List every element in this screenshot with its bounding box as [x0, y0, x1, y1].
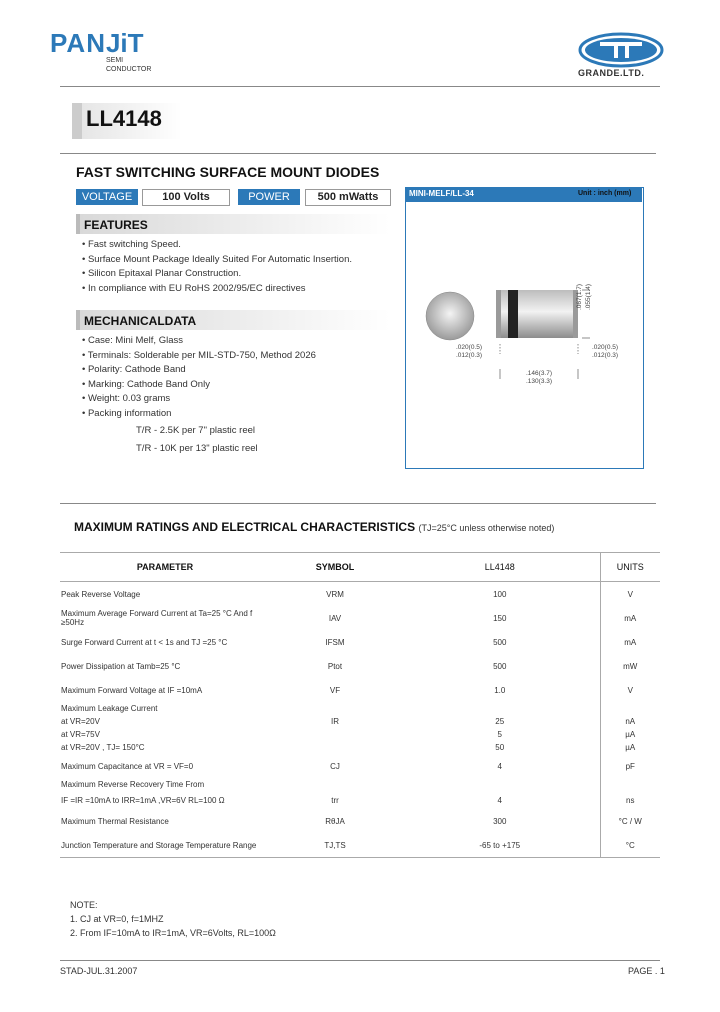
param: Maximum Average Forward Current at Ta=25 °C And f ≥50Hz: [61, 609, 253, 627]
list-item: • Weight: 0.03 grams: [82, 393, 316, 408]
footer-divider: [60, 960, 660, 961]
unit: mA: [600, 630, 660, 654]
unit: V: [600, 678, 660, 702]
table-row: [60, 654, 660, 678]
symbol: [270, 741, 400, 754]
ratings-title: [74, 520, 554, 534]
symbol: IFSM: [325, 637, 345, 647]
ratings-condition: (TJ=25°C unless otherwise noted): [418, 523, 555, 533]
title-divider: [60, 153, 656, 154]
unit: nA: [600, 715, 660, 728]
dim-dia1: .067(1.7): [576, 283, 583, 310]
package-unit: Unit : inch (mm): [578, 190, 632, 197]
param: Maximum Leakage Current: [61, 704, 158, 713]
brand-sub-1: SEMI: [106, 57, 124, 64]
note-2: 2. From IF=10mA to IR=1mA, VR=6Volts, RL=100Ω: [70, 928, 276, 938]
symbol: TJ,TS: [270, 833, 400, 858]
symbol: trr: [331, 795, 339, 805]
value: 50: [495, 743, 505, 752]
symbol: RθJA: [325, 816, 345, 826]
param: at VR=20V: [61, 717, 100, 726]
footer-date: STAD-JUL.31.2007: [60, 966, 138, 976]
value: [400, 702, 600, 715]
unit: mW: [600, 654, 660, 678]
value: 1.0: [494, 685, 506, 695]
table-row: [60, 715, 660, 728]
param: Peak Reverse Voltage: [61, 589, 141, 599]
value: 150: [493, 613, 507, 623]
unit: ns: [600, 791, 660, 809]
symbol: [270, 702, 400, 715]
part-number: LL4148: [86, 106, 162, 131]
symbol: CJ: [330, 761, 340, 771]
power-label: POWER: [238, 189, 300, 205]
value: 5: [497, 730, 502, 739]
value: 25: [495, 717, 505, 726]
dim-a2: .012(0.3): [456, 352, 483, 359]
voltage-label: VOLTAGE: [76, 189, 138, 205]
features-title: FEATURES: [84, 218, 148, 232]
ratings-title-text: MAXIMUM RATINGS AND ELECTRICAL CHARACTERISTICS: [74, 520, 416, 534]
brand-sub-2: CONDUCTOR: [106, 66, 152, 73]
col-units: UNITS: [600, 553, 660, 582]
table-row: [60, 833, 660, 858]
unit: [600, 778, 660, 791]
dim-b2: .012(0.3): [592, 352, 619, 359]
unit: [600, 702, 660, 715]
list-item: • Case: Mini Melf, Glass: [82, 335, 316, 350]
packing-13in: T/R - 10K per 13" plastic reel: [136, 443, 258, 454]
symbol: VRM: [326, 589, 344, 599]
packing-7in: T/R - 2.5K per 7" plastic reel: [136, 425, 256, 436]
value: 500: [493, 661, 507, 671]
header-divider: [60, 86, 660, 87]
unit: µA: [600, 728, 660, 741]
col-value: LL4148: [400, 553, 600, 582]
value: 100: [493, 589, 507, 599]
brand-sub: [106, 56, 151, 74]
param: Junction Temperature and Storage Temperature Range: [60, 833, 270, 858]
param: Maximum Thermal Resistance: [61, 816, 169, 826]
table-row: [60, 809, 660, 833]
table-row: [60, 606, 660, 630]
table-row: [60, 754, 660, 778]
table-row: [60, 778, 660, 791]
list-item: • Terminals: Solderable per MIL-STD-750, Method 2026: [82, 350, 316, 365]
param: Surge Forward Current at t < 1s and TJ =25 °C: [61, 637, 228, 647]
table-row: [60, 728, 660, 741]
list-item: • In compliance with EU RoHS 2002/95/EC directives: [82, 283, 352, 298]
param: at VR=20V , TJ= 150°C: [61, 743, 145, 752]
brand-pan: PAN: [50, 28, 106, 58]
mechanical-list: [82, 335, 316, 422]
package-title: MINI-MELF/LL-34: [409, 189, 474, 198]
value: [400, 778, 600, 791]
unit: pF: [600, 754, 660, 778]
list-item: • Surface Mount Package Ideally Suited For Automatic Insertion.: [82, 254, 352, 269]
param: Maximum Capacitance at VR = VF=0: [61, 761, 194, 771]
symbol: [270, 778, 400, 791]
list-item: • Silicon Epitaxal Planar Construction.: [82, 268, 352, 283]
panjit-logo: [50, 28, 151, 74]
table-row: [60, 630, 660, 654]
note-title: NOTE:: [70, 900, 98, 910]
symbol: VF: [329, 685, 341, 695]
unit: µA: [600, 741, 660, 754]
value: 4: [497, 761, 502, 771]
list-item: • Fast switching Speed.: [82, 239, 352, 254]
col-parameter: PARAMETER: [60, 553, 270, 582]
list-item: • Marking: Cathode Band Only: [82, 379, 316, 394]
unit: °C: [600, 833, 660, 858]
notes: [70, 898, 276, 940]
unit: mA: [600, 606, 660, 630]
symbol: Ptot: [327, 661, 343, 671]
diode-drawing-icon: [406, 202, 642, 466]
brand-jit: JiT: [105, 28, 144, 58]
table-row: [60, 582, 660, 607]
features-list: [82, 239, 352, 297]
symbol: IR: [331, 717, 339, 726]
ratings-table: [60, 552, 660, 858]
table-row: [60, 741, 660, 754]
symbol: IAV: [328, 613, 342, 623]
symbol: [270, 728, 400, 741]
table-row: [60, 791, 660, 809]
list-item: • Polarity: Cathode Band: [82, 364, 316, 379]
grande-logo-icon: [578, 32, 664, 68]
list-item: • Packing information: [82, 408, 316, 423]
unit: °C / W: [600, 809, 660, 833]
footer-page: PAGE . 1: [628, 966, 665, 976]
voltage-value: 100 Volts: [142, 189, 230, 206]
note-1: 1. CJ at VR=0, f=1MHZ: [70, 914, 164, 924]
col-symbol: SYMBOL: [270, 553, 400, 582]
param: Maximum Forward Voltage at IF =10mA: [61, 685, 203, 695]
param: Power Dissipation at Tamb=25 °C: [61, 661, 181, 671]
page-title: FAST SWITCHING SURFACE MOUNT DIODES: [76, 164, 380, 180]
value: 300: [493, 816, 507, 826]
mechanical-title: MECHANICALDATA: [84, 314, 197, 328]
table-header-row: [60, 553, 660, 582]
dim-dia2: .055(1.4): [585, 283, 592, 310]
dim-len2: .130(3.3): [526, 378, 553, 385]
param: Maximum Reverse Recovery Time From: [61, 780, 205, 789]
value: -65 to +175: [400, 833, 600, 858]
value: 4: [497, 795, 502, 805]
dim-b1: .020(0.5): [592, 344, 619, 351]
unit: V: [600, 582, 660, 607]
grande-text: GRANDE.LTD.: [578, 68, 645, 78]
dim-len1: .146(3.7): [526, 370, 553, 377]
param: at VR=75V: [61, 730, 100, 739]
param: IF =IR =10mA to IRR=1mA ,VR=6V RL=100 Ω: [61, 795, 225, 805]
table-row: [60, 678, 660, 702]
ratings-divider: [60, 503, 656, 504]
dim-a1: .020(0.5): [456, 344, 483, 351]
power-value: 500 mWatts: [305, 189, 391, 206]
table-row: [60, 702, 660, 715]
value: 500: [493, 637, 507, 647]
